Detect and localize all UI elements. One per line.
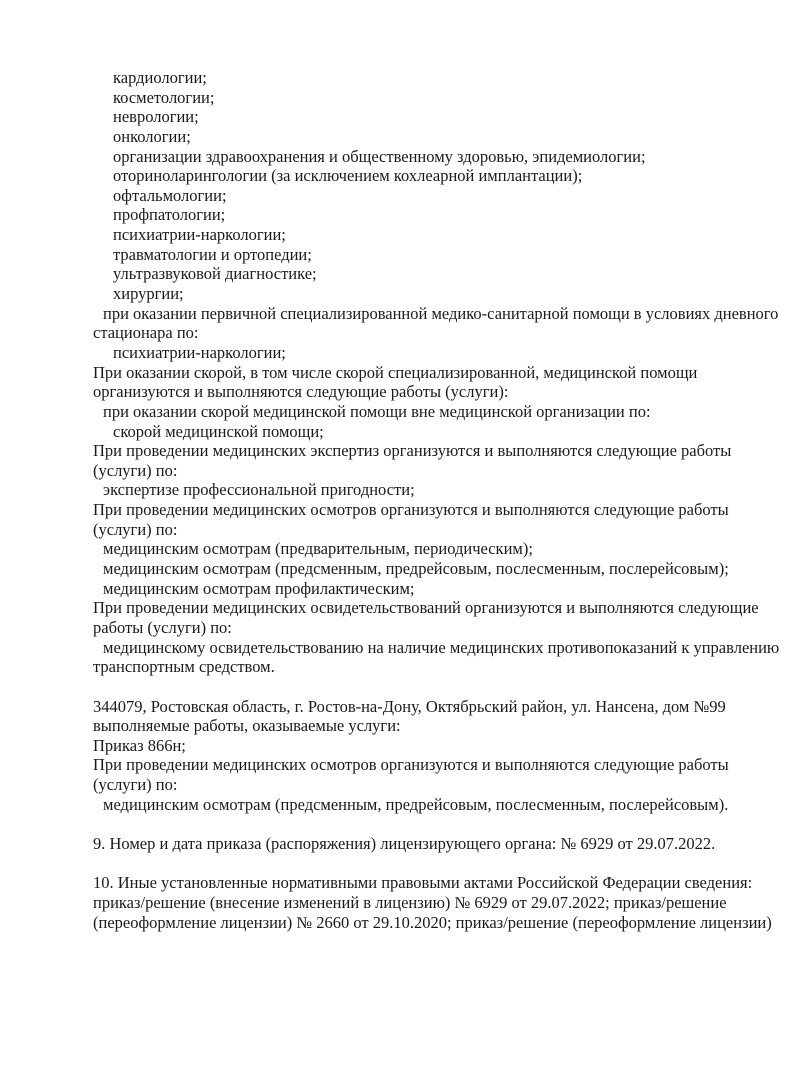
blank-line [0, 814, 812, 834]
text-line: хирургии; [113, 284, 184, 304]
text-line: медицинским осмотрам (предварительным, периодическим); [103, 539, 533, 559]
text-line: При проведении медицинских осмотров организуются и выполняются следующие работы [93, 500, 729, 520]
text-line: (услуги) по: [93, 519, 178, 539]
text-line: приказ/решение (внесение изменений в лицензию) № 6929 от 29.07.2022; приказ/решение [93, 892, 727, 912]
text-line: онкологии; [113, 126, 191, 146]
text-line: оториноларингологии (за исключением кохлеарной имплантации); [113, 166, 583, 186]
text-line: 9. Номер и дата приказа (распоряжения) лицензирующего органа: № 6929 от 29.07.2022. [93, 833, 716, 853]
text-line: неврологии; [113, 107, 199, 127]
text-line: экспертизе профессиональной пригодности; [103, 480, 415, 500]
text-line: кардиологии; [113, 68, 207, 87]
text-line: медицинским осмотрам профилактическим; [103, 578, 415, 598]
blank-line [0, 677, 812, 697]
blank-line [0, 854, 812, 874]
text-line: психиатрии-наркологии; [113, 225, 286, 245]
text-line: 10. Иные установленные нормативными правовыми актами Российской Федерации сведения: [93, 873, 753, 893]
text-line: ультразвуковой диагностике; [113, 264, 317, 284]
text-line: травматологии и ортопедии; [113, 244, 312, 264]
text-line: медицинскому освидетельствованию на наличие медицинских противопоказаний к управлению [103, 637, 780, 657]
text-line: стационара по: [93, 323, 199, 343]
text-line: При проведении медицинских осмотров организуются и выполняются следующие работы [93, 755, 729, 775]
text-line: скорой медицинской помощи; [113, 421, 324, 441]
text-line: при оказании скорой медицинской помощи вне медицинской организации по: [103, 401, 651, 421]
text-line: медицинским осмотрам (предсменным, предрейсовым, послесменным, послерейсовым); [103, 559, 729, 579]
text-line: профпатологии; [113, 205, 226, 225]
text-line: (услуги) по: [93, 460, 178, 480]
text-line: При проведении медицинских экспертиз организуются и выполняются следующие работы [93, 441, 732, 461]
text-line: при оказании первичной специализированной медико-санитарной помощи в условиях дневного [103, 303, 779, 323]
text-line: работы (услуги) по: [93, 617, 232, 637]
text-line: офтальмологии; [113, 185, 227, 205]
text-line: (переоформление лицензии) № 2660 от 29.10.2020; приказ/решение (переоформление лицензии) [93, 912, 772, 932]
text-line: психиатрии-наркологии; [113, 342, 286, 362]
text-line: медицинским осмотрам (предсменным, предрейсовым, послесменным, послерейсовым). [103, 794, 729, 814]
text-line: транспортным средством. [93, 657, 275, 677]
text-line: выполняемые работы, оказываемые услуги: [93, 716, 401, 736]
text-line: Приказ 866н; [93, 735, 186, 755]
text-line: При оказании скорой, в том числе скорой специализированной, медицинской помощи [93, 362, 698, 382]
text-line: косметологии; [113, 87, 215, 107]
text-line: организуются и выполняются следующие работы (услуги): [93, 382, 509, 402]
text-line: (услуги) по: [93, 775, 178, 795]
text-line: 344079, Ростовская область, г. Ростов-на-Дону, Октябрьский район, ул. Нансена, дом №99 [93, 696, 726, 716]
text-line: При проведении медицинских освидетельствований организуются и выполняются следующие [93, 598, 759, 618]
text-line: организации здравоохранения и общественному здоровью, эпидемиологии; [113, 146, 646, 166]
